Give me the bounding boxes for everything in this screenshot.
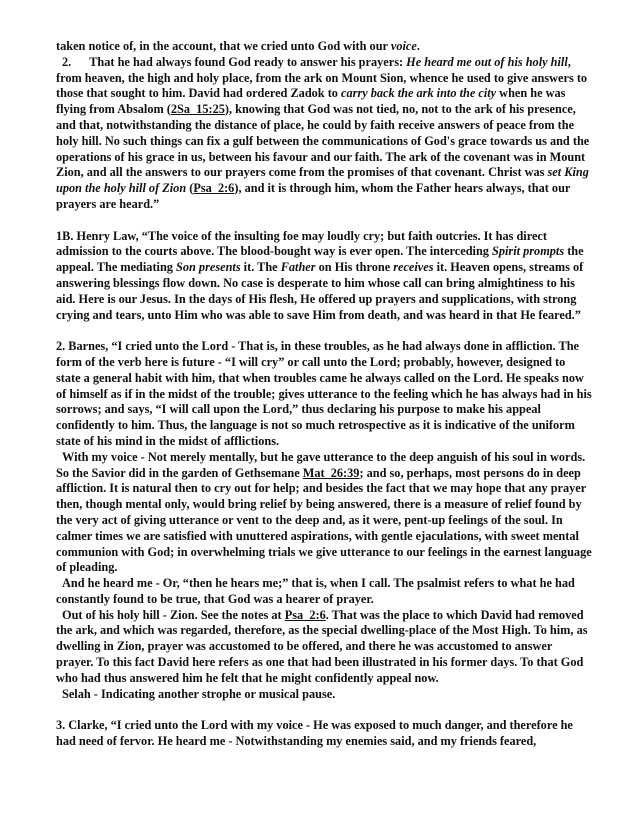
text-run: the appeal. The mediating xyxy=(56,244,584,275)
point-number: 2. xyxy=(62,54,72,69)
paragraph-gap xyxy=(56,323,592,339)
italic-text: carry back the ark into the city xyxy=(341,86,497,101)
text-run: it. Heaven opens, streams of answering blessings flow down. No case is desperate to him whose call can bring almightiness to his aid. Here is our Jesus. In the days of His flesh, He offered up prayers and supplications, with strong crying and tears, unto Him who was able to save Him from death, and was heard in that He feared.” xyxy=(56,260,584,322)
text-run: ; and so, perhaps, most persons do in deep affliction. It is natural then to cry out for help; and besides the fact that we may hope that any prayer then, though mental only, would bring relief by being answered, there is a measure of relief found by the very act of giving utterance or vent to the deep and, as it were, pent-up feelings of the soul. In calmer times we are satisfied with unuttered aspirations, with gentle ejaculations, with sweet mental communion with God; in overwhelming trials we give utterance to our feelings in the earnest language of pleading. xyxy=(56,465,592,575)
italic-text: He heard me out of his holy hill xyxy=(406,54,568,69)
text-run: With my voice - Not merely mentally, but he gave utterance to the deep anguish of his soul in words. So the Savior did in the garden of Gethsemane xyxy=(56,449,586,480)
text-run: taken notice of, in the account, that we cried unto God with our xyxy=(56,39,391,53)
text-run: . That was the place to which David had removed the ark, and which was regarded, therefore, as the special dwelling-place of the Most High. To him, as dwelling in Zion, prayer was accustomed to be offered, and there he was accustomed to answer prayer. To this fact David here refers as one that had been illustrated in his former days. To that God who had thus answered him he felt that he might confidently appeal now. xyxy=(56,607,588,685)
paragraph-point-2 xyxy=(56,55,592,213)
paragraph-barnes: 2. Barnes, “I cried unto the Lord - That is, in these troubles, as he had always done in affliction. The form of the verb here is future - “I will cry” or call unto the Lord; probably, however, designed to state a general habit with him, that when troubles came he always called on the Lord. He speaks now of himself as if in the midst of the trouble; gives utterance to the feeling which he has always had in his sorrows; and says, “I will call upon the Lord,” thus declaring his purpose to make his appeal confidently to him. Thus, the language is not so much retrospective as it is indicative of the uniform state of his mind in the midst of afflictions. xyxy=(56,339,592,448)
scripture-link-psa-2-6[interactable]: Psa_2:6 xyxy=(193,181,235,196)
italic-text: receives xyxy=(393,260,434,275)
paragraph-henry-law xyxy=(56,229,592,324)
text-run: ( xyxy=(186,181,194,196)
italic-text: Father xyxy=(280,260,316,275)
paragraph-continuation xyxy=(56,39,592,55)
text-run: ), knowing that God was not tied, no, not to the ark of his presence, and that, notwithstanding the distance of place, he could by faith receive answers of peace from the holy hill. No such things can fix a gulf between the communications of God's grace towards us and the operations of his grace in us, between his favour and our faith. The ark of the covenant was in Mount Zion, and all the answers to our prayers come from the promises of that covenant. Christ was xyxy=(56,102,590,180)
scripture-link-2sa-15-25[interactable]: 2Sa_15:25 xyxy=(170,102,225,117)
text-run: That he had always found God ready to answer his prayers: xyxy=(89,54,407,69)
scripture-link-psa-2-6[interactable]: Psa_2:6 xyxy=(284,607,326,622)
italic-text: set King upon the holy hill of Zion xyxy=(56,165,589,196)
paragraph-clarke: 3. Clarke, “I cried unto the Lord with my voice - He was exposed to much danger, and therefore he had need of fervor. He heard me - Notwithstanding my enemies said, and my friends feared, xyxy=(56,718,573,749)
text-run: , from heaven, the high and holy place, from the ark on Mount Sion, whence he used to give answers to those that sought to him. David had ordered Zadok to xyxy=(56,54,588,101)
paragraph-he-heard-me: And he heard me - Or, “then he hears me;” that is, when I call. The psalmist refers to what he had constantly found to be true, that God was a hearer of prayer. xyxy=(56,576,575,606)
text-run: on His throne xyxy=(315,260,394,275)
paragraph-gap xyxy=(56,213,592,229)
text-run: 1B. Henry Law, “The voice of the insulting foe may loudly cry; but faith outcries. It has direct admission to the courts above. The blood-bought way is ever open. The interceding xyxy=(56,228,547,259)
text-run: it. The xyxy=(240,260,281,275)
italic-text: Spirit prompts xyxy=(492,244,565,259)
italic-text: Son presents xyxy=(176,260,241,275)
scripture-link-mat-26-39[interactable]: Mat_26:39 xyxy=(302,465,360,480)
text-run: when he was flying from Absalom ( xyxy=(56,86,566,117)
italic-text: voice xyxy=(390,39,417,53)
paragraph-with-my-voice xyxy=(56,450,592,576)
paragraph-selah: Selah - Indicating another strophe or musical pause. xyxy=(62,686,336,701)
text-run: . xyxy=(416,39,420,53)
paragraph-gap xyxy=(56,702,592,718)
text-run: Out of his holy hill - Zion. See the notes at xyxy=(62,607,285,622)
paragraph-holy-hill xyxy=(56,608,592,687)
text-run: ), and it is through him, whom the Father hears always, that our prayers are heard.” xyxy=(56,181,571,211)
